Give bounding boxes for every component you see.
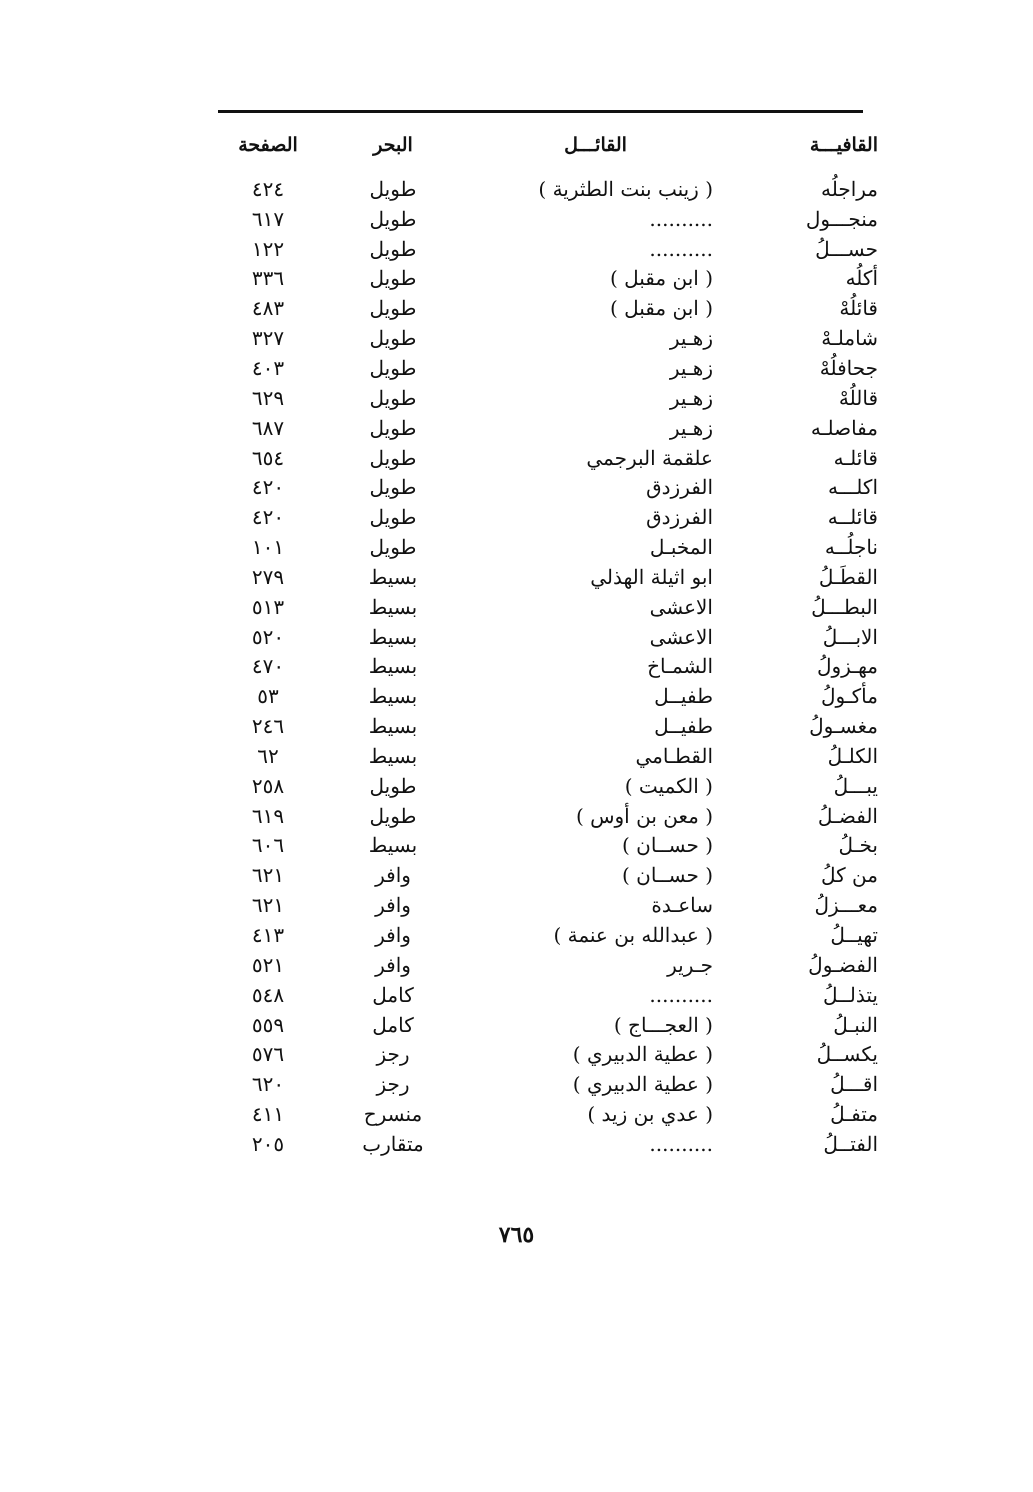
table-row xyxy=(208,293,878,323)
cell-qafiya: من كلُ xyxy=(821,863,878,888)
cell-safha: ٣٣٦ xyxy=(251,266,285,291)
table-row xyxy=(208,1129,878,1159)
cell-safha: ١٢٢ xyxy=(251,236,285,261)
cell-qaail: الفرزدق xyxy=(646,475,713,500)
cell-qaail: القطـامي xyxy=(635,743,713,768)
cell-qafiya: منجـــول xyxy=(805,206,878,231)
cell-qafiya: مفاصلـه xyxy=(810,415,878,440)
cell-bahr: طويل xyxy=(369,296,417,321)
table-row xyxy=(208,443,878,473)
cell-safha: ٤١٣ xyxy=(251,923,285,948)
cell-qafiya: متفـلُ xyxy=(830,1102,878,1127)
table-row xyxy=(208,383,878,413)
cell-qaail: .......... xyxy=(649,982,713,1007)
cell-qafiya: الابـــلُ xyxy=(822,624,878,649)
cell-qaail: ( الكميت ) xyxy=(624,773,713,798)
cell-safha: ٦٢٩ xyxy=(251,385,285,410)
cell-qaail: طفيــل xyxy=(654,714,713,739)
table-row xyxy=(208,532,878,562)
cell-qaail: ( زينب بنت الطثرية ) xyxy=(538,176,713,201)
cell-safha: ٦٠٦ xyxy=(251,833,285,858)
cell-bahr: طويل xyxy=(369,505,417,530)
table-row xyxy=(208,890,878,920)
cell-qafiya: الفضـلُ xyxy=(817,803,878,828)
cell-qafiya: ناجلُــه xyxy=(824,535,878,560)
cell-qaail: .......... xyxy=(649,1131,713,1156)
cell-bahr: وافر xyxy=(375,893,411,918)
cell-safha: ٦١٩ xyxy=(251,803,285,828)
cell-safha: ٤٨٣ xyxy=(251,296,285,321)
cell-qafiya: قائلــه xyxy=(827,505,878,530)
cell-safha: ٥٢١ xyxy=(251,952,285,977)
cell-bahr: متقارب xyxy=(362,1131,424,1156)
cell-bahr: بسيط xyxy=(368,654,418,679)
cell-safha: ٥١٣ xyxy=(251,594,285,619)
cell-qaail: الاعشى xyxy=(649,594,713,619)
header-qafiya: القافيـــة xyxy=(809,134,878,156)
cell-qaail: علقمة البرجمي xyxy=(586,445,713,470)
cell-qaail: ( عبدالله بن عنمة ) xyxy=(553,923,713,948)
cell-safha: ٤٧٠ xyxy=(251,654,285,679)
cell-qafiya: الكلـلُ xyxy=(827,743,878,768)
cell-bahr: بسيط xyxy=(368,684,418,709)
table-row xyxy=(208,413,878,443)
cell-qafiya: شاملـهْ xyxy=(821,326,878,351)
cell-qaail: الشمـاخ xyxy=(647,654,713,679)
cell-bahr: طويل xyxy=(369,445,417,470)
table-row xyxy=(208,1010,878,1040)
cell-bahr: رجز xyxy=(376,1042,410,1067)
cell-safha: ٢٥٨ xyxy=(251,773,285,798)
cell-bahr: طويل xyxy=(369,475,417,500)
cell-qaail: ساعـدة xyxy=(651,893,713,918)
table-row xyxy=(208,622,878,652)
cell-qafiya: اقـــلُ xyxy=(830,1072,878,1097)
cell-bahr: بسيط xyxy=(368,624,418,649)
cell-qafiya: اكلـــه xyxy=(828,475,878,500)
cell-bahr: بسيط xyxy=(368,594,418,619)
cell-qafiya: بخـلُ xyxy=(838,833,878,858)
table-row xyxy=(208,711,878,741)
cell-bahr: بسيط xyxy=(368,714,418,739)
cell-qafiya: القطَـلُ xyxy=(818,564,878,589)
cell-bahr: طويل xyxy=(369,266,417,291)
cell-qaail: ( ابن مقبل ) xyxy=(609,266,713,291)
cell-bahr: طويل xyxy=(369,236,417,261)
cell-qafiya: مأكـولُ xyxy=(820,684,878,709)
cell-safha: ٣٢٧ xyxy=(251,326,285,351)
cell-qafiya: قائلُهْ xyxy=(839,296,878,321)
cell-safha: ٢٤٦ xyxy=(251,714,285,739)
cell-bahr: طويل xyxy=(369,803,417,828)
table-row xyxy=(208,1069,878,1099)
cell-bahr: منسرح xyxy=(363,1102,423,1127)
cell-safha: ٤٢٠ xyxy=(251,475,285,500)
cell-safha: ٦٥٤ xyxy=(251,445,285,470)
cell-qaail: الاعشى xyxy=(649,624,713,649)
header-safha: الصفحة xyxy=(238,134,298,156)
cell-bahr: بسيط xyxy=(368,833,418,858)
cell-qafiya: قاللُهْ xyxy=(838,385,878,410)
cell-qaail: ( عطية الدبيري ) xyxy=(572,1042,713,1067)
cell-qafiya: مراجلُه xyxy=(820,176,878,201)
cell-safha: ١٠١ xyxy=(251,535,285,560)
cell-safha: ٥٧٦ xyxy=(251,1042,285,1067)
cell-qaail: طفيــل xyxy=(654,684,713,709)
table-row xyxy=(208,472,878,502)
cell-qaail: ( حســان ) xyxy=(621,833,713,858)
cell-qaail: ابو اثيلة الهذلي xyxy=(590,564,713,589)
cell-qafiya: النبـلُ xyxy=(833,1012,878,1037)
header-bahr: البحر xyxy=(373,134,413,156)
cell-bahr: طويل xyxy=(369,206,417,231)
table-row xyxy=(208,741,878,771)
table-row xyxy=(208,234,878,264)
cell-safha: ٦٢ xyxy=(257,743,279,768)
cell-safha: ٥٢٠ xyxy=(251,624,285,649)
cell-qafiya: يتذلــلُ xyxy=(822,982,878,1007)
cell-safha: ٤٠٣ xyxy=(251,355,285,380)
table-row xyxy=(208,950,878,980)
cell-qaail: ( ابن مقبل ) xyxy=(609,296,713,321)
cell-qafiya: أكلُه xyxy=(845,266,878,291)
cell-bahr: وافر xyxy=(375,863,411,888)
cell-bahr: كامل xyxy=(372,982,414,1007)
cell-safha: ٥٤٨ xyxy=(251,982,285,1007)
cell-bahr: بسيط xyxy=(368,743,418,768)
cell-safha: ٥٥٩ xyxy=(251,1012,285,1037)
cell-qaail: ( عطية الدبيري ) xyxy=(572,1072,713,1097)
table-row xyxy=(208,1039,878,1069)
cell-bahr: طويل xyxy=(369,773,417,798)
cell-qafiya: حســـلُ xyxy=(815,236,878,261)
cell-safha: ٤٢٤ xyxy=(251,176,285,201)
table-row xyxy=(208,592,878,622)
cell-qaail: .......... xyxy=(649,236,713,261)
cell-safha: ٦٢٠ xyxy=(251,1072,285,1097)
cell-safha: ٦٢١ xyxy=(251,863,285,888)
cell-qaail: .......... xyxy=(649,206,713,231)
cell-qaail: زهـير xyxy=(669,385,713,410)
cell-bahr: بسيط xyxy=(368,564,418,589)
cell-bahr: طويل xyxy=(369,355,417,380)
top-rule xyxy=(218,110,863,113)
cell-qafiya: البطـــلُ xyxy=(811,594,878,619)
table-row xyxy=(208,652,878,682)
cell-qafiya: مغسـولُ xyxy=(809,714,878,739)
rhyme-index-table xyxy=(208,128,878,1159)
table-row xyxy=(208,562,878,592)
table-header xyxy=(208,128,878,162)
cell-qafiya: جحافلُهْ xyxy=(819,355,878,380)
cell-bahr: طويل xyxy=(369,385,417,410)
table-row xyxy=(208,831,878,861)
cell-qaail: ( عدي بن زيد ) xyxy=(587,1102,713,1127)
table-row xyxy=(208,323,878,353)
cell-qaail: الفرزدق xyxy=(646,505,713,530)
cell-safha: ٦٨٧ xyxy=(251,415,285,440)
table-row xyxy=(208,801,878,831)
cell-bahr: طويل xyxy=(369,415,417,440)
table-row xyxy=(208,353,878,383)
cell-bahr: وافر xyxy=(375,923,411,948)
table-row xyxy=(208,1099,878,1129)
cell-qafiya: معـــزلُ xyxy=(814,893,878,918)
cell-qaail: زهـير xyxy=(669,355,713,380)
cell-safha: ٥٣ xyxy=(257,684,279,709)
table-row xyxy=(208,980,878,1010)
cell-safha: ٤١١ xyxy=(251,1102,285,1127)
cell-qaail: جـرير xyxy=(667,952,713,977)
cell-qafiya: الفتــلُ xyxy=(823,1131,878,1156)
cell-qaail: ( حســان ) xyxy=(621,863,713,888)
header-qaail: القائـــل xyxy=(564,134,627,156)
cell-bahr: رجز xyxy=(376,1072,410,1097)
table-row xyxy=(208,681,878,711)
cell-qafiya: تهيــلُ xyxy=(830,923,878,948)
table-row xyxy=(208,204,878,234)
table-row xyxy=(208,860,878,890)
cell-qafiya: يكســلُ xyxy=(816,1042,878,1067)
cell-bahr: طويل xyxy=(369,176,417,201)
cell-safha: ٤٢٠ xyxy=(251,505,285,530)
cell-safha: ٢٠٥ xyxy=(251,1131,285,1156)
cell-safha: ٢٧٩ xyxy=(251,564,285,589)
cell-safha: ٦٢١ xyxy=(251,893,285,918)
cell-qafiya: قائلـه xyxy=(833,445,878,470)
cell-qafiya: الفضـولُ xyxy=(808,952,878,977)
page-number: ٧٦٥ xyxy=(498,1222,535,1248)
table-row xyxy=(208,264,878,294)
cell-bahr: كامل xyxy=(372,1012,414,1037)
cell-bahr: طويل xyxy=(369,535,417,560)
cell-safha: ٦١٧ xyxy=(251,206,285,231)
table-row xyxy=(208,502,878,532)
cell-qaail: زهـير xyxy=(669,326,713,351)
table-row xyxy=(208,920,878,950)
cell-qafiya: يبـــلُ xyxy=(833,773,878,798)
cell-qaail: المخبـل xyxy=(649,535,713,560)
table-row xyxy=(208,174,878,204)
cell-qaail: ( العجـــاج ) xyxy=(613,1012,713,1037)
table-row xyxy=(208,771,878,801)
cell-bahr: طويل xyxy=(369,326,417,351)
cell-qaail: ( معن بن أوس ) xyxy=(575,803,713,828)
cell-qafiya: مهـزولُ xyxy=(816,654,878,679)
cell-qaail: زهـير xyxy=(669,415,713,440)
cell-bahr: وافر xyxy=(375,952,411,977)
table-body xyxy=(208,174,878,1159)
